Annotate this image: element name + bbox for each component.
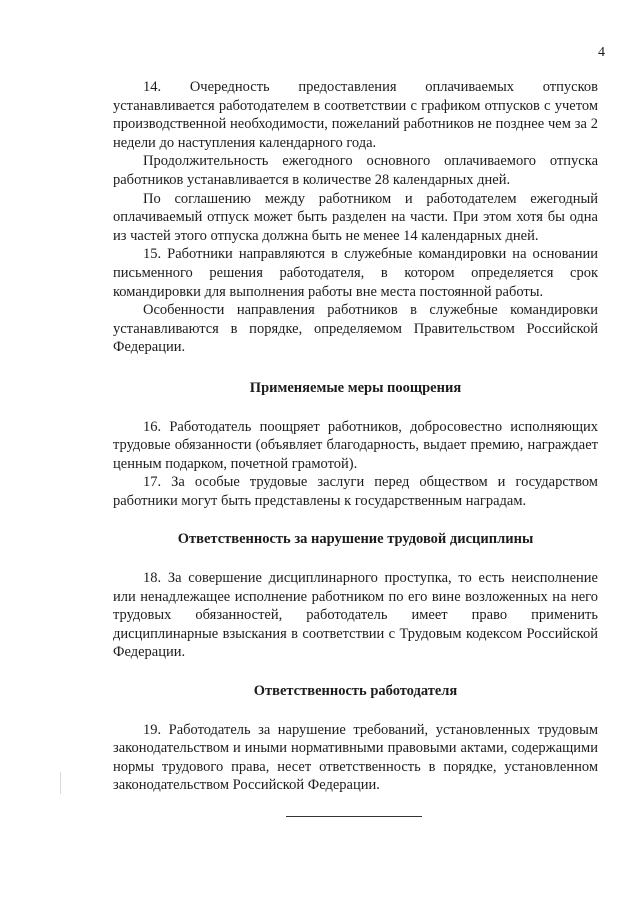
paragraph-16: 16. Работодатель поощряет работников, добросовестно исполняющих трудовые обязанности (объявляет благодарность, выдает премию, награждает ценным подарком, почетной грамотой). (113, 418, 598, 472)
paragraph-vacation-duration: Продолжительность ежегодного основного оплачиваемого отпуска работников устанавливается в количестве 28 календарных дней. (113, 153, 598, 188)
paragraph-trip-features: Особенности направления работников в служебные командировки устанавливаются в порядке, определяемом Правительством Российской Федерации. (113, 302, 598, 356)
paragraph-15: 15. Работники направляются в служебные командировки на основании письменного решения работодателя, в котором определяется срок командировки для выполнения работы вне места постоянной работы. (113, 246, 598, 300)
paragraph-17: 17. За особые трудовые заслуги перед обществом и государством работники могут быть представлены к государственным наградам. (113, 474, 598, 509)
scan-margin-mark (60, 772, 61, 794)
paragraph-18: 18. За совершение дисциплинарного проступка, то есть неисполнение или ненадлежащее исполнение работником по его вине возложенных на него трудовых обязанностей, работодатель имеет право применить дисциплинарные взыскания в соответствии с Трудовым кодексом Российской Федерации. (113, 570, 598, 661)
document-body (113, 78, 598, 795)
page-number: 4 (598, 45, 605, 60)
section-title-employer: Ответственность работодателя (253, 683, 458, 700)
paragraph-14: 14. Очередность предоставления оплачиваемых отпусков устанавливается работодателем в соответствии с графиком отпусков с учетом производственной необходимости, пожеланий работников не позднее чем за 2 недели до наступления календарного года. (113, 79, 598, 151)
section-title-discipline: Ответственность за нарушение трудовой дисциплины (177, 531, 534, 548)
paragraph-vacation-split: По соглашению между работником и работодателем ежегодный оплачиваемый отпуск может быть разделен на части. При этом хотя бы одна из частей этого отпуска должна быть не менее 14 календарных дней. (113, 190, 598, 244)
end-of-document-rule (286, 816, 422, 817)
paragraph-19: 19. Работодатель за нарушение требований, установленных трудовым законодательством и иными нормативными правовыми актами, содержащими нормы трудового права, несет ответственность в порядке, установленном законодательством Российской Федерации. (113, 721, 598, 794)
section-title-rewards: Применяемые меры поощрения (249, 379, 462, 396)
